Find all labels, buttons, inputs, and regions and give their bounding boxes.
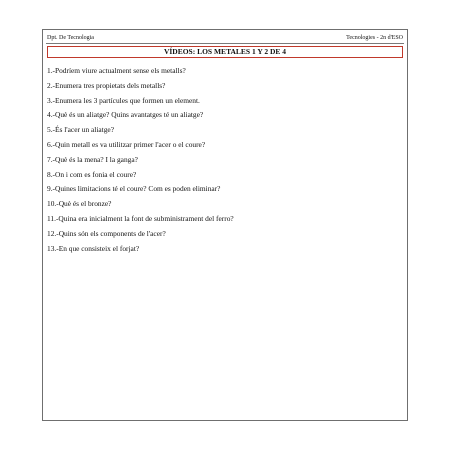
question-item-4: 4.-Què és un aliatge? Quins avantatges té un aliatge? — [47, 110, 204, 120]
worksheet-title: VÍDEOS: LOS METALES 1 Y 2 DE 4 — [47, 46, 403, 58]
question-item-11: 11.-Quina era inicialment la font de subministrament del ferro? — [47, 213, 234, 223]
question-list — [47, 66, 401, 258]
department-label: Dpt. De Tecnologia — [47, 35, 94, 41]
page-header — [47, 33, 403, 43]
question-item-5: 5.-És l'acer un aliatge? — [47, 125, 114, 135]
question-item-12: 12.-Quins són els components de l'acer? — [47, 228, 166, 238]
question-item-2: 2.-Enumera tres propietats dels metalls? — [47, 80, 166, 90]
course-label: Tecnologies - 2n d'ESO — [346, 35, 403, 41]
question-item-7: 7.-Què és la mena? I la ganga? — [47, 154, 138, 164]
question-item-6: 6.-Quin metall es va utilitzar primer l'acer o el coure? — [47, 139, 206, 149]
question-item-1: 1.-Podríem viure actualment sense els metalls? — [47, 66, 186, 75]
question-item-10: 10.-Què és el bronze? — [47, 199, 112, 209]
question-item-13: 13.-En que consisteix el forjat? — [47, 243, 140, 253]
question-item-3: 3.-Enumera les 3 partícules que formen un element. — [47, 95, 200, 105]
question-item-8: 8.-On i com es fonia el coure? — [47, 169, 137, 179]
question-item-9: 9.-Quines limitacions té el coure? Com es poden eliminar? — [47, 184, 221, 194]
worksheet-page — [42, 29, 408, 421]
header-divider — [46, 43, 404, 44]
